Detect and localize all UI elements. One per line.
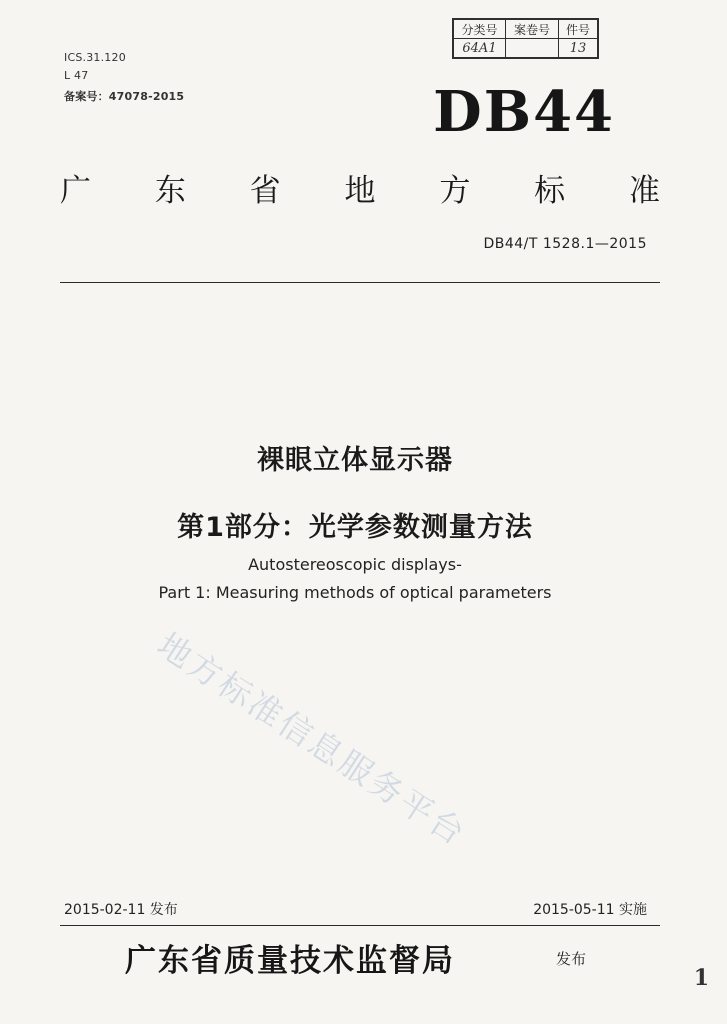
category-code: L 47	[64, 69, 89, 82]
ics-code: ICS.31.120	[64, 51, 126, 64]
watermark-text: 地方标准信息服务平台	[150, 625, 474, 854]
stamp-value-item: 13	[559, 39, 599, 59]
title-en-part: Part 1: Measuring methods of optical parameters	[158, 583, 552, 602]
standard-class-heading	[60, 165, 660, 210]
stamp-header-class: 分类号	[453, 19, 506, 39]
top-divider	[60, 282, 660, 283]
filing-stamp-table	[452, 18, 599, 59]
stamp-value-row	[453, 39, 598, 59]
issue-label: 发布	[556, 950, 587, 968]
issuer-name: 广东省质量技术监督局	[125, 943, 455, 979]
standard-class-char: 广	[60, 173, 91, 209]
title-cn-part: 第1部分：光学参数测量方法	[177, 512, 533, 543]
standard-class-char: 省	[249, 173, 281, 209]
page-number: 1	[693, 965, 709, 991]
standard-class-char: 东	[154, 173, 186, 209]
standard-class-char: 准	[628, 173, 660, 209]
standard-class-char: 地	[344, 173, 376, 209]
bottom-divider	[60, 925, 660, 926]
title-en-main: Autostereoscopic displays-	[248, 555, 462, 574]
stamp-header-item: 件号	[559, 19, 599, 39]
stamp-value-class: 64A1	[453, 39, 506, 59]
stamp-header-file: 案卷号	[506, 19, 559, 39]
stamp-header-row	[453, 19, 598, 39]
record-number: 备案号：47078-2015	[64, 90, 185, 103]
effective-date: 2015-05-11 实施	[533, 902, 647, 918]
db44-logo: DB44	[433, 79, 615, 145]
stamp-value-file	[506, 39, 559, 59]
standard-class-char: 标	[534, 173, 566, 209]
standard-number: DB44/T 1528.1—2015	[483, 236, 647, 252]
standard-class-char: 方	[439, 173, 471, 209]
title-cn-main: 裸眼立体显示器	[257, 445, 453, 476]
publish-date: 2015-02-11 发布	[64, 902, 178, 918]
